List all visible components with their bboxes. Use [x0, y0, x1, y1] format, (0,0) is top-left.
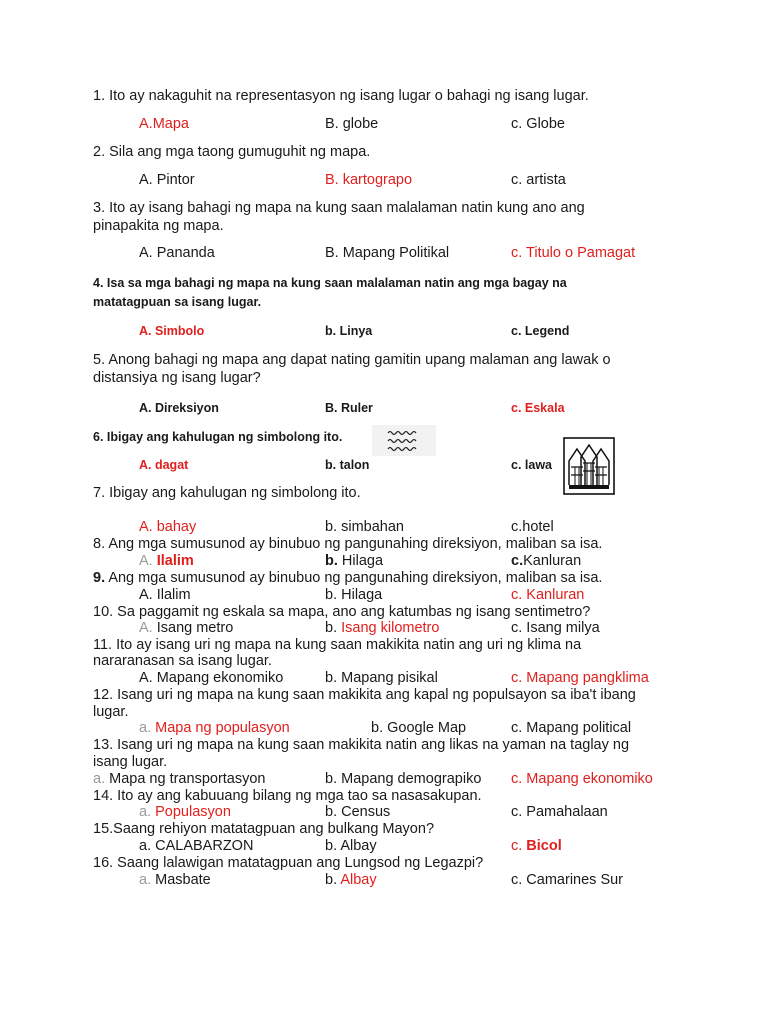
q2-choice-a: A. Pintor [139, 172, 195, 188]
q6-choice-b: b. talon [325, 458, 370, 472]
q15-choice-b: b. Albay [325, 838, 377, 854]
q16-choice-b-prefix: b. [325, 872, 338, 888]
question-12-line2: lugar. [93, 704, 129, 720]
q9-number: 9. [93, 570, 106, 586]
q8-choice-c [511, 553, 581, 570]
q4-choice-b: b. Linya [325, 324, 373, 338]
q10-choice-b [325, 620, 439, 637]
q4-choice-a: A. Simbolo [139, 324, 205, 338]
question-8: 8. Ang mga sumusunod ay binubuo ng pangunahing direksiyon, maliban sa isa. [93, 536, 603, 552]
q13-choice-b: b. Mapang demograpiko [325, 771, 482, 787]
question-1: 1. Ito ay nakaguhit na representasyon ng isang lugar o bahagi ng isang lugar. [93, 88, 589, 104]
q5-choice-a: A. Direksiyon [139, 401, 219, 415]
q13-choice-a [93, 771, 266, 788]
q5-choice-c: c. Eskala [511, 401, 565, 415]
q14-choice-a-word: Populasyon [151, 804, 231, 820]
question-14: 14. Ito ay ang kabuuang bilang ng mga tao sa nasasakupan. [93, 788, 482, 804]
q8-choice-b-word: Hilaga [337, 553, 384, 569]
q8-choice-b [325, 553, 383, 570]
q12-choice-c: c. Mapang political [511, 720, 632, 736]
q11-choice-a: A. Mapang ekonomiko [139, 670, 284, 686]
q7-choice-c: c.hotel [511, 519, 554, 535]
q15-choice-c-word: Bicol [522, 838, 562, 854]
q16-choice-a [139, 872, 211, 889]
q12-choice-a-word: Mapa ng populasyon [151, 720, 290, 736]
question-13-line1: 13. Isang uri ng mapa na kung saan makikita natin ang likas na yaman na taglay ng [93, 737, 630, 753]
question-11-line2: nararanasan sa isang lugar. [93, 653, 272, 669]
q9-text: Ang mga sumusunod ay binubuo ng pangunahing direksiyon, maliban sa isa. [105, 570, 603, 586]
q13-choice-a-word: Mapa ng transportasyon [105, 771, 266, 787]
q16-choice-b-word: Albay [337, 872, 377, 888]
q9-choice-a: A. Ilalim [139, 587, 191, 603]
q6-choice-c: c. lawa [511, 458, 552, 472]
q12-choice-a-prefix: a. [139, 720, 152, 736]
question-4-line2: matatagpuan sa isang lugar. [93, 295, 262, 309]
water-waves-icon [372, 425, 436, 456]
q12-choice-a [139, 720, 290, 737]
q14-choice-a [139, 804, 231, 821]
q16-choice-a-word: Masbate [151, 872, 211, 888]
q16-choice-a-prefix: a. [139, 872, 152, 888]
q8-choice-a [139, 553, 194, 570]
q1-choice-a: A.Mapa [139, 116, 189, 132]
question-15: 15.Saang rehiyon matatagpuan ang bulkang Mayon? [93, 821, 435, 837]
q10-choice-a [139, 620, 233, 637]
question-3-line2: pinapakita ng mapa. [93, 218, 224, 234]
q15-choice-a: a. CALABARZON [139, 838, 254, 854]
question-12-line1: 12. Isang uri ng mapa na kung saan makikita ang kapal ng populsayon sa iba't ibang [93, 687, 636, 703]
q3-choice-b: B. Mapang Politikal [325, 245, 450, 261]
q1-choice-b: B. globe [325, 116, 379, 132]
q10-choice-a-prefix: A. [139, 620, 153, 636]
q3-choice-c: c. Titulo o Pamagat [511, 245, 636, 261]
q10-choice-b-prefix: b. [325, 620, 338, 636]
q8-choice-c-prefix: c. [511, 553, 524, 569]
q3-choice-a: A. Pananda [139, 245, 215, 261]
q13-choice-c: c. Mapang ekonomiko [511, 771, 653, 787]
q9-choice-b: b. Hilaga [325, 587, 383, 603]
q6-choice-a: A. dagat [139, 458, 189, 472]
q2-choice-b: B. kartograpo [325, 172, 413, 188]
q14-choice-b: b. Census [325, 804, 391, 820]
q5-choice-b: B. Ruler [325, 401, 373, 415]
q15-choice-c-prefix: c. [511, 838, 523, 854]
question-4-line1: 4. Isa sa mga bahagi ng mapa na kung saan malalaman natin ang mga bagay na [93, 276, 567, 290]
q1-choice-c: c. Globe [511, 116, 565, 132]
question-5-line1: 5. Anong bahagi ng mapa ang dapat nating gamitin upang malaman ang lawak o [93, 352, 611, 368]
question-3-line1: 3. Ito ay isang bahagi ng mapa na kung saan malalaman natin kung ano ang [93, 200, 585, 216]
q8-choice-a-prefix: A. [139, 553, 153, 569]
question-11-line1: 11. Ito ay isang uri ng mapa na kung saan makikita natin ang uri ng klima na [93, 637, 582, 653]
question-6: 6. Ibigay ang kahulugan ng simbolong ito. [93, 430, 343, 444]
q2-choice-c: c. artista [511, 172, 566, 188]
q10-choice-a-word: Isang metro [152, 620, 234, 636]
q7-choice-a: A. bahay [139, 519, 197, 535]
q7-choice-b: b. simbahan [325, 519, 404, 535]
q16-choice-c: c. Camarines Sur [511, 872, 624, 888]
q9-choice-c: c. Kanluran [511, 587, 585, 603]
q14-choice-a-prefix: a. [139, 804, 152, 820]
question-9 [93, 570, 602, 587]
q8-choice-b-prefix: b. [325, 553, 338, 569]
q8-choice-c-word: Kanluran [523, 553, 582, 569]
q10-choice-b-word: Isang kilometro [337, 620, 440, 636]
houses-icon [563, 437, 615, 495]
question-7: 7. Ibigay ang kahulugan ng simbolong ito. [93, 485, 361, 501]
q13-choice-a-prefix: a. [93, 771, 106, 787]
q15-choice-c [511, 838, 562, 855]
question-10: 10. Sa paggamit ng eskala sa mapa, ano ang katumbas ng isang sentimetro? [93, 604, 591, 620]
q10-choice-c: c. Isang milya [511, 620, 600, 636]
q4-choice-c: c. Legend [511, 324, 570, 338]
q11-choice-c: c. Mapang pangklima [511, 670, 649, 686]
q14-choice-c: c. Pamahalaan [511, 804, 608, 820]
q11-choice-b: b. Mapang pisikal [325, 670, 438, 686]
question-13-line2: isang lugar. [93, 754, 168, 770]
question-16: 16. Saang lalawigan matatagpuan ang Lungsod ng Legazpi? [93, 855, 484, 871]
q16-choice-b [325, 872, 377, 889]
question-5-line2: distansiya ng isang lugar? [93, 370, 261, 386]
question-2: 2. Sila ang mga taong gumuguhit ng mapa. [93, 144, 371, 160]
q8-choice-a-word: Ilalim [156, 553, 194, 569]
q12-choice-b: b. Google Map [371, 720, 467, 736]
